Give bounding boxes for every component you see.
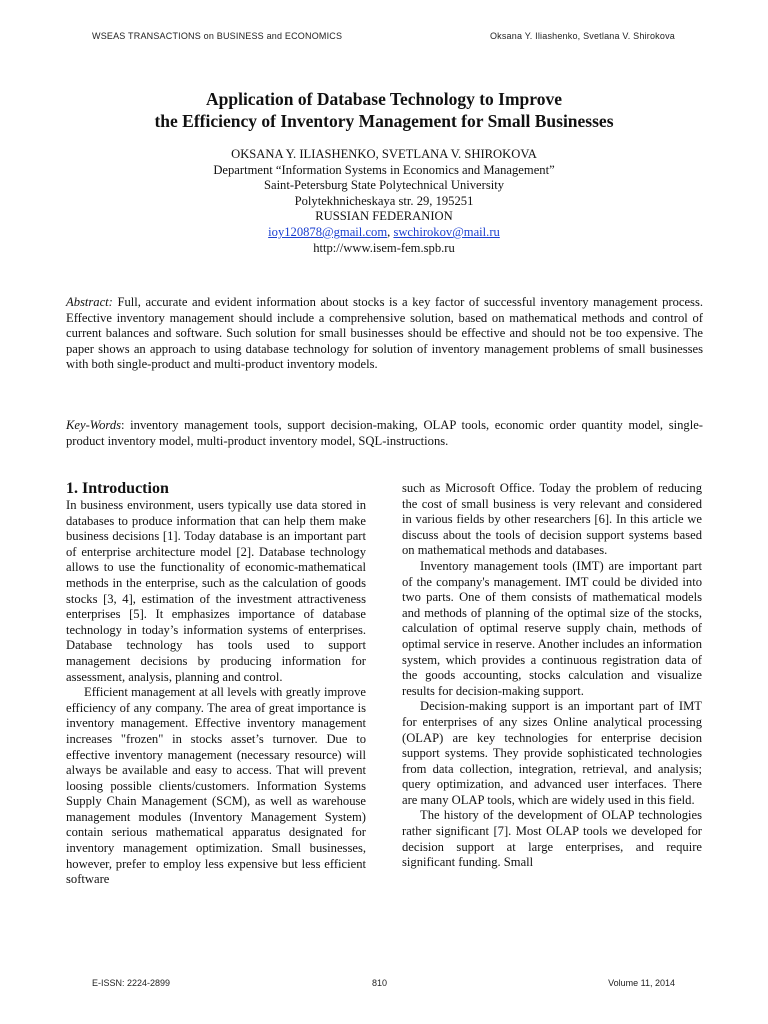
- footer-issn: E-ISSN: 2224-2899: [92, 978, 171, 988]
- address: Polytekhnicheskaya str. 29, 195251: [294, 193, 474, 208]
- keywords: [66, 418, 703, 449]
- email-link-2[interactable]: swchirokov@mail.ru: [393, 224, 500, 239]
- author-names: OKSANA Y. ILIASHENKO, SVETLANA V. SHIROKOVA: [231, 147, 537, 161]
- paper-title-line-2: the Efficiency of Inventory Management for Small Businesses: [154, 111, 614, 131]
- running-header-authors: Oksana Y. Iliashenko, Svetlana V. Shirokova: [489, 31, 675, 41]
- keywords-text: : inventory management tools, support decision-making, OLAP tools, economic order quantity model, single-product inventory model, multi-product inventory model, SQL-instructions.: [66, 418, 703, 448]
- keywords-label: Key-Words: [66, 418, 122, 432]
- right-paragraph-4: The history of the development of OLAP technologies rather significant [7]. Most OLAP tools we developed for decision support at large enterprises, and require significant funding. Small: [402, 808, 702, 870]
- abstract-text: Full, accurate and evident information about stocks is a key factor of successful inventory management process. Effective inventory management should include a comprehensive solution, based on mathematical methods and control of current balances and software. Such solution for small businesses should be effective and should not be too expensive. The paper shows an approach to using database technology for solution of inventory management problems of small businesses with both single-product and multi-product inventory models.: [66, 295, 703, 372]
- department: Department “Information Systems in Economics and Management”: [213, 162, 555, 177]
- left-paragraph-1: In business environment, users typically use data stored in databases to produce information that can help them make business decisions [1]. Today database is an important part of enterprise architecture model [2]. Database technology allows to use the functionality of economic-mathematical methods in the enterprise, such as the calculation of goods stocks [3, 4], estimation of the investment attractiveness enterprises [5]. It emphasizes importance of database technology in today’s information systems of enterprises. Database technology has tools used to support management decisions by producing information for assessment, analysis, planning and control.: [66, 498, 366, 684]
- left-column: [66, 498, 366, 888]
- affiliation-block: [0, 147, 768, 256]
- footer-volume: Volume 11, 2014: [608, 978, 675, 988]
- section-heading-introduction: 1. Introduction: [66, 480, 169, 497]
- right-paragraph-3: Decision-making support is an important part of IMT for enterprises of any sizes Online analytical processing (OLAP) are key technologies for enterprise decision support systems. They provide sophisticated technologies from data collection, integration, retrieval, and analysis; query optimization, and advanced user interfaces. There are many OLAP tools, which are widely used in this field.: [402, 699, 702, 807]
- email-separator: ,: [387, 224, 394, 239]
- footer-page-number: 810: [372, 978, 388, 988]
- right-paragraph-2: Inventory management tools (IMT) are important part of the company's management. IMT could be divided into two parts. One of them consists of mathematical models and methods of planning of the optimal size of the stocks, calculation of optimal reserve supply chain, methods of optimal service in reserve. Another includes an information system, which provides a continuous registration data of the goods accounting, stocks calculation and visualize results for decision-making support.: [402, 558, 702, 698]
- emails: [0, 225, 768, 241]
- country: RUSSIAN FEDERANION: [315, 209, 453, 224]
- abstract-label: Abstract:: [66, 295, 113, 309]
- right-column: [402, 481, 702, 871]
- abstract: [66, 295, 703, 373]
- paper-title-line-1: Application of Database Technology to Improve: [205, 89, 563, 109]
- website: http://www.isem-fem.spb.ru: [313, 240, 455, 255]
- right-paragraph-1: such as Microsoft Office. Today the problem of reducing the cost of small business is very relevant and considered in various fields by other researchers [6]. In this article we discuss about the tools of decision support systems based on mathematical methods and databases.: [402, 481, 702, 558]
- running-header-journal: WSEAS TRANSACTIONS on BUSINESS and ECONOMICS: [92, 31, 343, 41]
- left-paragraph-2: Efficient management at all levels with greatly improve efficiency of any company. The area of great importance is inventory management. Effective inventory management increases "frozen" in stocks asset’s turnover. Due to effective inventory management (necessary resource) will always be available and easy to access. That will prevent loosing possible clients/customers. Information Systems Supply Chain Management (SCM), as well as warehouse management modules (Inventory Management System) contain serious mathematical apparatus designated for inventory management optimization. Small businesses, however, prefer to employ less expensive but less efficient software: [66, 685, 366, 887]
- email-link-1[interactable]: ioy120878@gmail.com: [268, 224, 388, 239]
- university: Saint-Petersburg State Polytechnical University: [263, 178, 505, 193]
